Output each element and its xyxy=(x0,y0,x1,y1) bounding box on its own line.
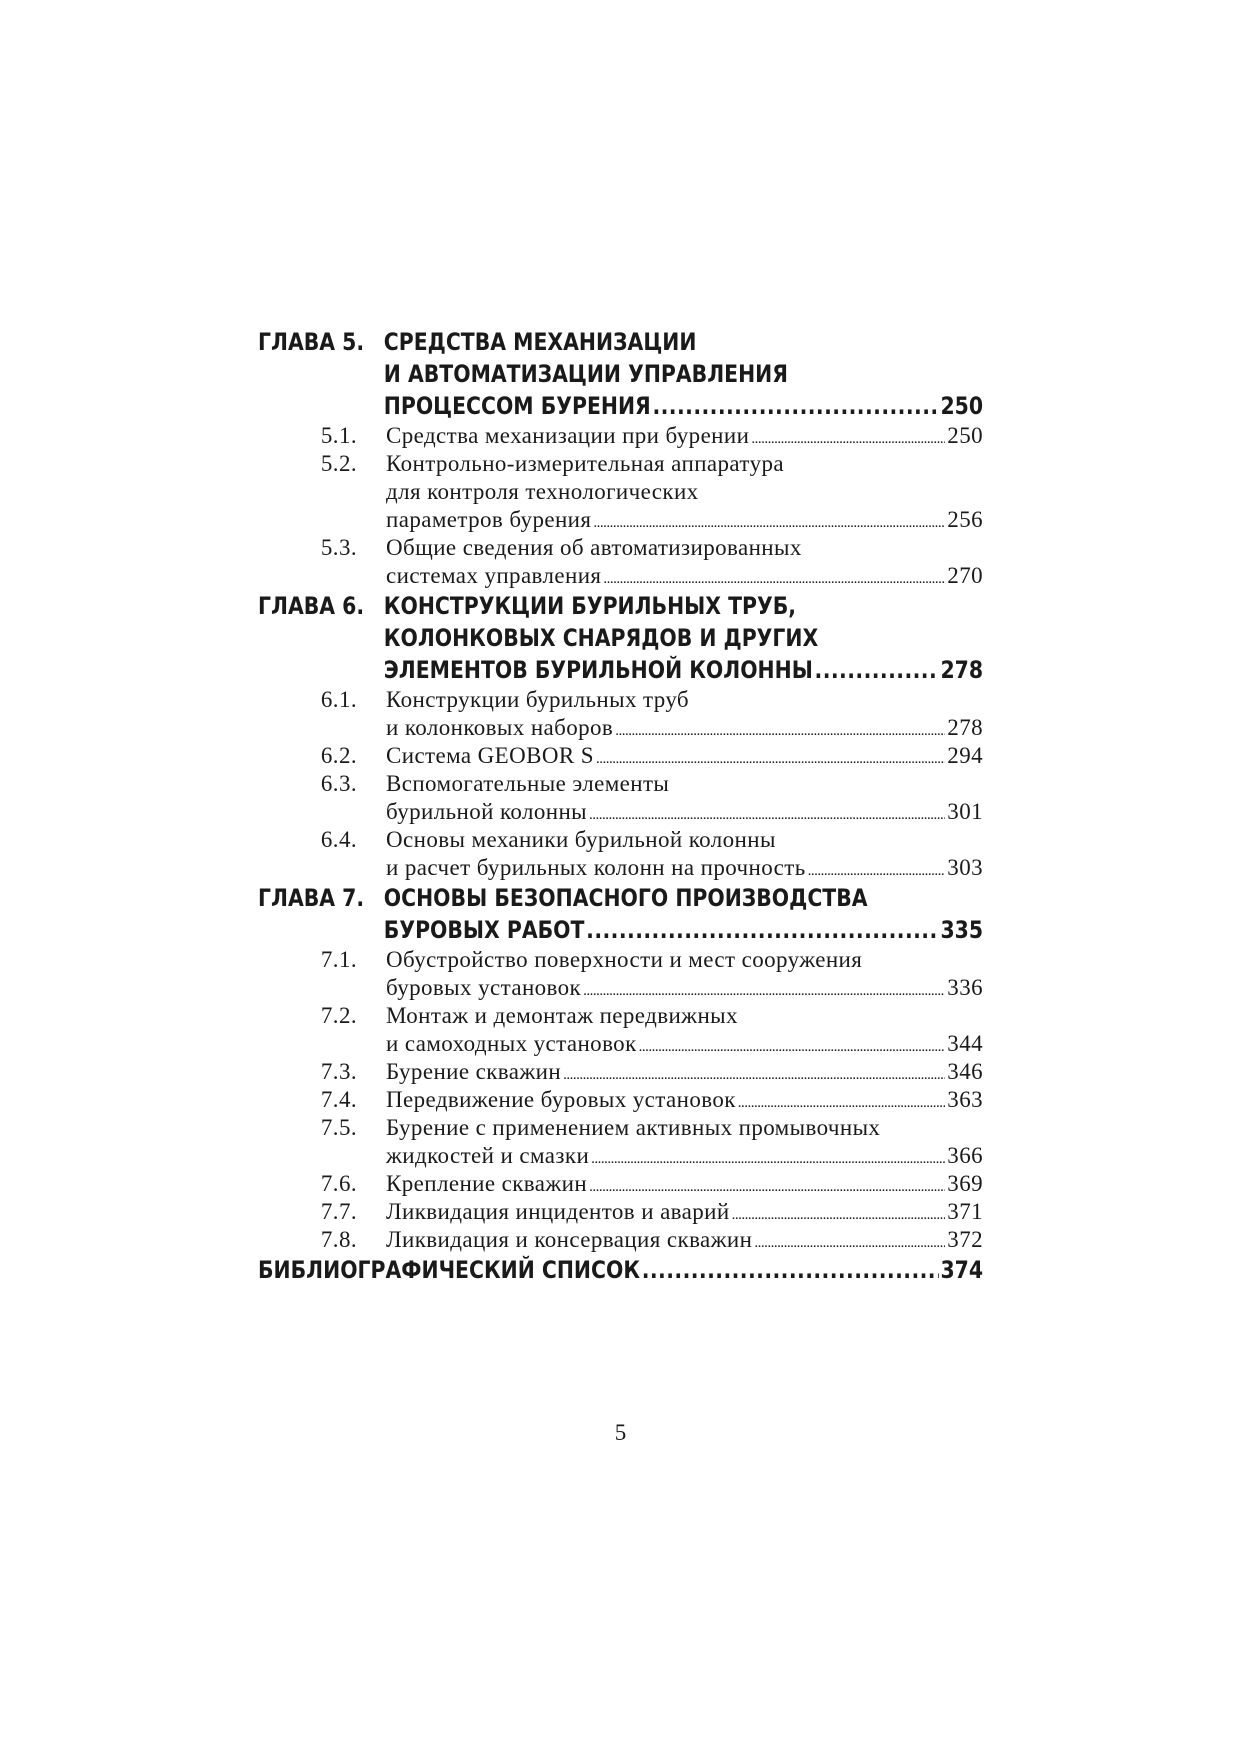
chapter-title-line: КОНСТРУКЦИИ БУРИЛЬНЫХ ТРУБ, xyxy=(383,592,797,620)
toc-section[interactable] xyxy=(258,422,983,450)
section-title-line: для контроля технологических xyxy=(386,479,699,504)
section-title-line: Средства механизации при бурении xyxy=(386,423,750,448)
dot-leader xyxy=(589,1170,945,1201)
dot-leader xyxy=(589,798,945,829)
section-page: 366 xyxy=(947,1143,983,1168)
toc-section[interactable] xyxy=(258,1226,983,1254)
chapter-page: 335 xyxy=(940,916,984,944)
section-page: 303 xyxy=(947,855,983,880)
chapter-title-line: КОЛОНКОВЫХ СНАРЯДОВ И ДРУГИХ xyxy=(383,624,819,652)
chapter-label: ГЛАВА 7. xyxy=(258,884,365,912)
toc-section[interactable] xyxy=(258,1114,983,1142)
dot-leader xyxy=(754,1226,945,1257)
dot-leader xyxy=(732,1198,946,1229)
toc-section[interactable] xyxy=(258,770,983,798)
toc-section-cont xyxy=(258,798,983,826)
dot-leader xyxy=(583,974,945,1005)
toc-section-cont xyxy=(258,974,983,1002)
section-page: 363 xyxy=(947,1087,983,1112)
section-number: 6.4. xyxy=(320,827,357,852)
section-number: 6.2. xyxy=(320,743,357,768)
toc-section-cont xyxy=(258,506,983,534)
section-page: 294 xyxy=(947,743,983,768)
dot-leader xyxy=(563,1058,945,1089)
dot-leader xyxy=(642,1254,939,1286)
section-number: 7.5. xyxy=(320,1115,357,1140)
section-number: 6.1. xyxy=(320,687,357,712)
toc-chapter-heading-cont xyxy=(258,914,983,946)
bibliography-page: 374 xyxy=(940,1256,984,1284)
toc-section[interactable] xyxy=(258,686,983,714)
toc-chapter-heading-cont xyxy=(258,390,983,422)
toc-section[interactable] xyxy=(258,742,983,770)
chapter-title-line: ОСНОВЫ БЕЗОПАСНОГО ПРОИЗВОДСТВА xyxy=(383,884,868,912)
dot-leader xyxy=(808,854,946,885)
section-page: 270 xyxy=(947,563,983,588)
toc-section[interactable] xyxy=(258,1170,983,1198)
page-number: 5 xyxy=(614,1420,627,1445)
section-title-line: буровых установок xyxy=(386,975,582,1000)
section-page: 344 xyxy=(947,1031,983,1056)
toc-chapter-heading-cont xyxy=(258,622,983,654)
table-of-contents xyxy=(258,326,983,1286)
section-number: 7.8. xyxy=(320,1227,357,1252)
toc-section[interactable] xyxy=(258,826,983,854)
section-number: 5.1. xyxy=(320,423,357,448)
chapter-page: 278 xyxy=(940,656,984,684)
dot-leader xyxy=(593,506,945,537)
toc-chapter-heading-cont xyxy=(258,654,983,686)
dot-leader xyxy=(603,562,945,593)
dot-leader xyxy=(639,1030,946,1061)
chapter-title-line: ЭЛЕМЕНТОВ БУРИЛЬНОЙ КОЛОННЫ xyxy=(383,656,813,684)
toc-section-cont xyxy=(258,562,983,590)
section-title-line: Вспомогательные элементы xyxy=(386,771,670,796)
section-number: 7.7. xyxy=(320,1199,357,1224)
section-title-line: Конструкции бурильных труб xyxy=(386,687,690,712)
section-number: 6.3. xyxy=(320,771,357,796)
toc-section[interactable] xyxy=(258,1002,983,1030)
chapter-title-line: ПРОЦЕССОМ БУРЕНИЯ xyxy=(383,392,651,420)
chapter-title-line: БУРОВЫХ РАБОТ xyxy=(383,916,585,944)
section-title-line: Ликвидация и консервация скважин xyxy=(386,1227,753,1252)
section-number: 7.1. xyxy=(320,947,357,972)
section-title-line: Обустройство поверхности и мест сооружения xyxy=(386,947,863,972)
chapter-title-line: СРЕДСТВА МЕХАНИЗАЦИИ xyxy=(383,328,697,356)
toc-chapter-heading[interactable] xyxy=(258,326,983,358)
section-number: 7.3. xyxy=(320,1059,357,1084)
toc-section[interactable] xyxy=(258,1058,983,1086)
section-title-line: Контрольно-измерительная аппаратура xyxy=(386,451,784,476)
dot-leader xyxy=(751,422,945,453)
dot-leader xyxy=(615,714,945,745)
section-page: 372 xyxy=(947,1227,983,1252)
toc-section-cont xyxy=(258,854,983,882)
toc-chapter-heading[interactable] xyxy=(258,590,983,622)
section-title-line: и расчет бурильных колонн на прочность xyxy=(386,855,806,880)
section-number: 5.2. xyxy=(320,451,357,476)
toc-chapter-heading-cont xyxy=(258,358,983,390)
section-title-line: и самоходных установок xyxy=(386,1031,637,1056)
toc-bibliography[interactable] xyxy=(258,1254,983,1286)
chapter-page: 250 xyxy=(940,392,984,420)
section-title-line: Передвижение буровых установок xyxy=(386,1087,736,1112)
toc-chapter-heading[interactable] xyxy=(258,882,983,914)
toc-section[interactable] xyxy=(258,1198,983,1226)
toc-section-cont xyxy=(258,714,983,742)
section-title-line: жидкостей и смазки xyxy=(386,1143,590,1168)
chapter-label: ГЛАВА 6. xyxy=(258,592,365,620)
section-page: 256 xyxy=(947,507,983,532)
section-page: 371 xyxy=(947,1199,983,1224)
section-title-line: и колонковых наборов xyxy=(386,715,614,740)
section-title-line: Крепление скважин xyxy=(386,1171,588,1196)
section-title-line: Бурение скважин xyxy=(386,1059,562,1084)
section-page: 250 xyxy=(947,423,983,448)
toc-section-cont xyxy=(258,1030,983,1058)
section-title-line: Общие сведения об автоматизированных xyxy=(386,535,802,560)
toc-section[interactable] xyxy=(258,1086,983,1114)
dot-leader xyxy=(738,1086,946,1117)
bibliography-title: БИБЛИОГРАФИЧЕСКИЙ СПИСОК xyxy=(258,1256,640,1284)
toc-section[interactable] xyxy=(258,534,983,562)
section-number: 5.3. xyxy=(320,535,357,560)
section-title-line: Система GEOBOR S xyxy=(386,743,594,768)
section-page: 336 xyxy=(947,975,983,1000)
toc-section-cont xyxy=(258,1142,983,1170)
section-title-line: Основы механики бурильной колонны xyxy=(386,827,776,852)
dot-leader xyxy=(815,654,939,686)
chapter-label: ГЛАВА 5. xyxy=(258,328,365,356)
section-title-line: системах управления xyxy=(386,563,602,588)
dot-leader xyxy=(586,914,939,946)
section-title-line: параметров бурения xyxy=(386,507,592,532)
section-page: 301 xyxy=(947,799,983,824)
section-page: 278 xyxy=(947,715,983,740)
section-number: 7.4. xyxy=(320,1087,357,1112)
chapter-title-line: И АВТОМАТИЗАЦИИ УПРАВЛЕНИЯ xyxy=(383,360,788,388)
toc-section[interactable] xyxy=(258,450,983,478)
section-page: 346 xyxy=(947,1059,983,1084)
toc-section-cont xyxy=(258,478,983,506)
section-title-line: Бурение с применением активных промывочных xyxy=(386,1115,881,1140)
dot-leader xyxy=(652,390,938,422)
dot-leader xyxy=(596,742,945,773)
section-title-line: Ликвидация инцидентов и аварий xyxy=(386,1199,730,1224)
toc-section[interactable] xyxy=(258,946,983,974)
section-number: 7.6. xyxy=(320,1171,357,1196)
section-title-line: Монтаж и демонтаж передвижных xyxy=(386,1003,738,1028)
dot-leader xyxy=(591,1142,945,1173)
section-number: 7.2. xyxy=(320,1003,357,1028)
section-page: 369 xyxy=(947,1171,983,1196)
section-title-line: бурильной колонны xyxy=(386,799,588,824)
